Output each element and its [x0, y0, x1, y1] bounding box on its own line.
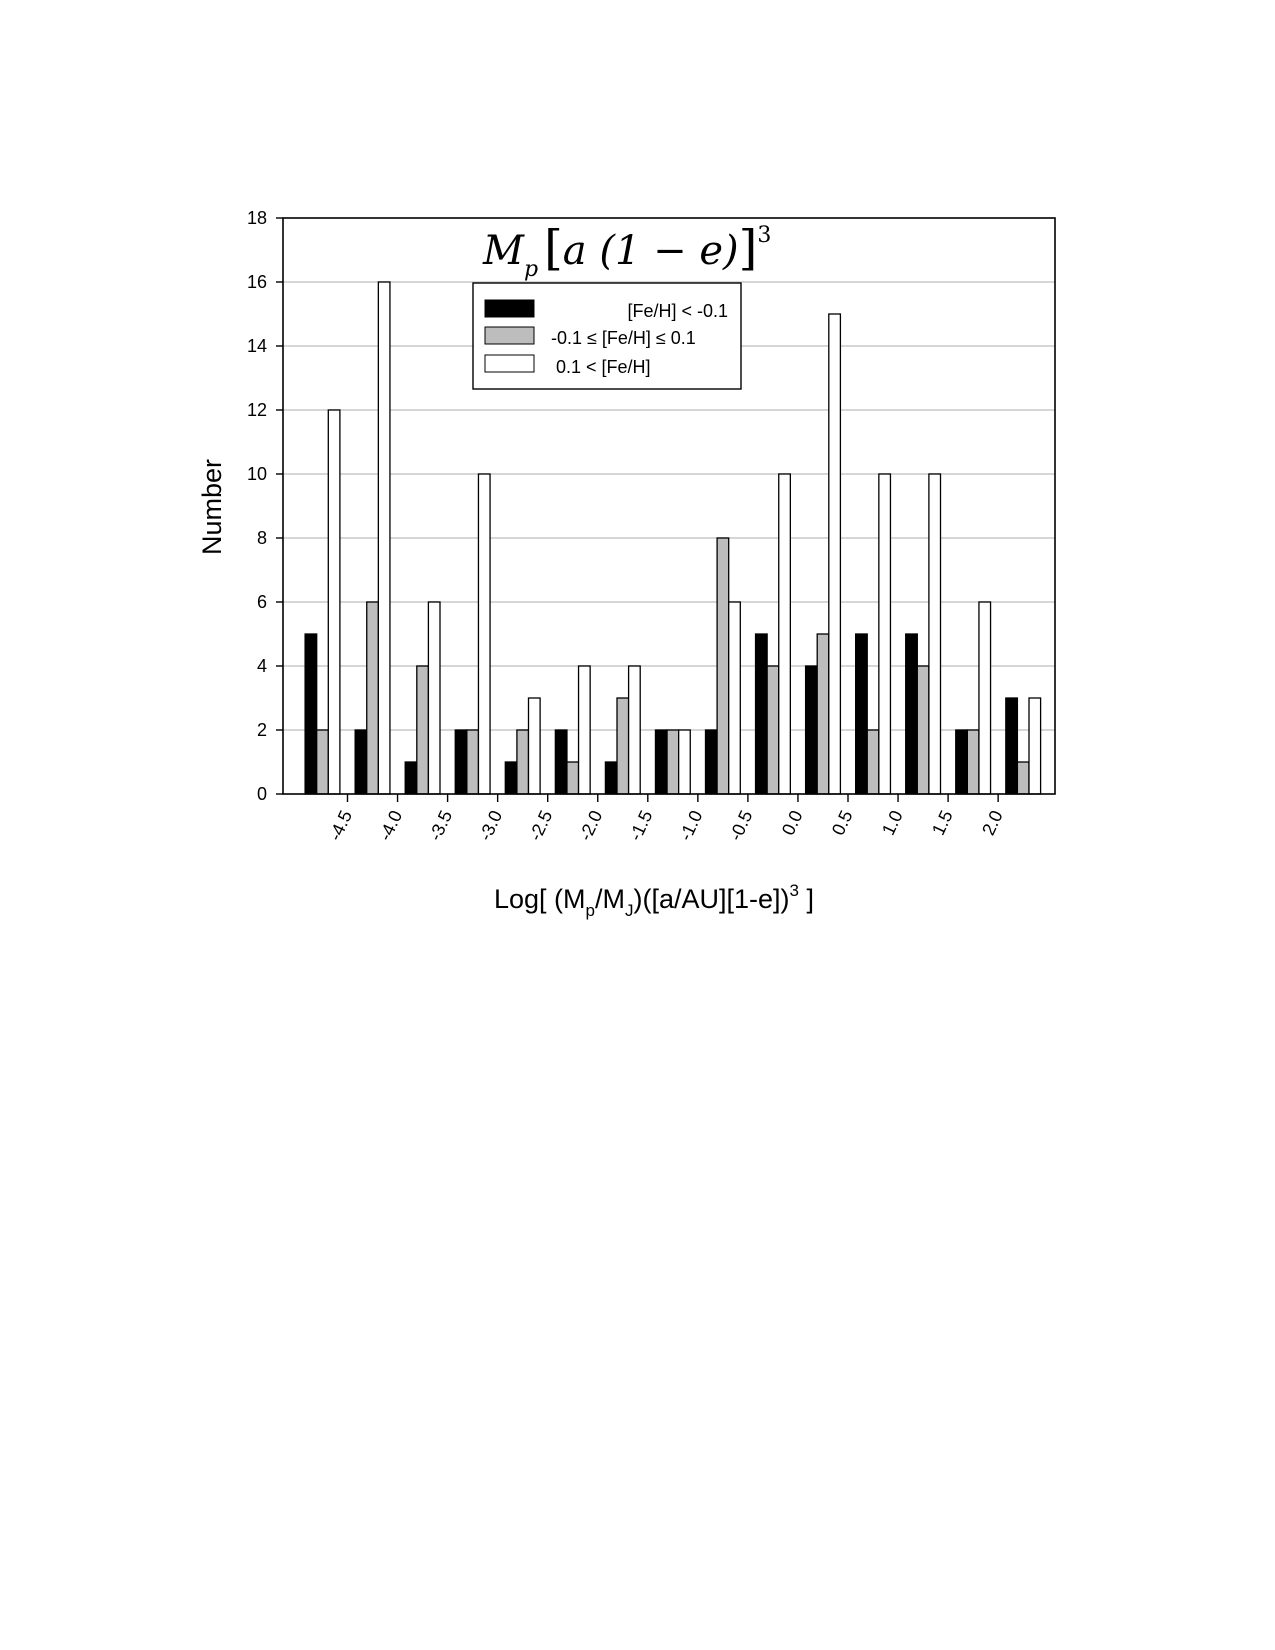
legend-swatch-low — [485, 300, 534, 317]
bar-series-2 — [567, 762, 579, 794]
x-tick-label: -1.0 — [675, 807, 707, 844]
bar-series-3 — [679, 730, 691, 794]
bar-series-2 — [617, 698, 629, 794]
bar-series-1 — [355, 730, 367, 794]
bar-series-3 — [579, 666, 591, 794]
bar-series-3 — [428, 602, 440, 794]
x-axis-label: Log[ $(M_p/M_J)([a/AU][1-e])^3$ ] — [494, 881, 815, 920]
bar-series-1 — [605, 762, 617, 794]
x-tick-label: 2.0 — [978, 807, 1007, 839]
bar-series-2 — [767, 666, 779, 794]
bar-series-2 — [317, 730, 329, 794]
title-close-bracket: ] — [738, 220, 758, 276]
y-tick-label: 12 — [246, 400, 267, 420]
bar-series-3 — [879, 474, 891, 794]
x-tick-label: -3.5 — [424, 807, 457, 844]
x-tick-label: -4.0 — [374, 807, 407, 844]
bar-series-2 — [717, 538, 729, 794]
bar-series-2 — [667, 730, 679, 794]
x-axis — [325, 794, 1007, 844]
bar-series-1 — [756, 634, 768, 794]
x-tick-label: 0.5 — [827, 807, 857, 839]
title-open-bracket: [ — [544, 220, 563, 276]
bar-series-2 — [1017, 762, 1029, 794]
bar-series-1 — [906, 634, 918, 794]
bar-series-3 — [629, 666, 641, 794]
bar-series-3 — [929, 474, 941, 794]
bar-series-1 — [956, 730, 968, 794]
legend-label-mid: -0.1 ≤ [Fe/H] ≤ 0.1 — [551, 328, 696, 348]
title-exp: 3 — [757, 223, 772, 248]
bar-series-1 — [455, 730, 467, 794]
bar-series-1 — [856, 634, 868, 794]
bar-series-1 — [655, 730, 667, 794]
y-tick-label: 0 — [256, 784, 267, 804]
bar-series-1 — [806, 666, 818, 794]
bar-series-2 — [817, 634, 829, 794]
x-tick-label: -1.5 — [625, 807, 657, 844]
legend-swatch-mid — [485, 327, 534, 344]
legend — [473, 283, 741, 389]
bar-series-1 — [555, 730, 567, 794]
y-tick-label: 18 — [246, 208, 267, 228]
bar-series-3 — [1029, 698, 1041, 794]
bar-series-1 — [505, 762, 517, 794]
legend-label-high: 0.1 < [Fe/H] — [556, 357, 651, 377]
y-tick-label: 16 — [246, 272, 267, 292]
bar-series-1 — [305, 634, 317, 794]
x-tick-label: -3.0 — [475, 807, 507, 844]
bar-series-3 — [729, 602, 741, 794]
bar-series-3 — [328, 410, 340, 794]
y-tick-label: 6 — [256, 592, 267, 612]
bar-series-1 — [405, 762, 417, 794]
x-tick-label: -2.5 — [525, 807, 557, 844]
y-tick-label: 2 — [256, 720, 267, 740]
bar-series-3 — [829, 314, 841, 794]
title-sub: p — [523, 257, 539, 282]
title-m: M — [483, 228, 524, 274]
bar-series-1 — [1006, 698, 1018, 794]
legend-label-low: [Fe/H] < -0.1 — [627, 301, 728, 321]
x-tick-label: -2.0 — [575, 807, 607, 844]
title-body: a (1 − e) — [562, 228, 739, 274]
y-tick-label: 14 — [246, 336, 267, 356]
bar-series-2 — [917, 666, 929, 794]
bar-series-2 — [467, 730, 479, 794]
x-tick-label: 0.0 — [777, 807, 807, 839]
y-tick-label: 4 — [256, 656, 267, 676]
bar-series-2 — [967, 730, 979, 794]
bar-series-3 — [979, 602, 991, 794]
y-axis — [247, 208, 283, 804]
y-tick-label: 8 — [256, 528, 267, 548]
y-tick-label: 10 — [246, 464, 267, 484]
bar-series-2 — [367, 602, 379, 794]
bar-series-3 — [378, 282, 390, 794]
bar-series-3 — [779, 474, 791, 794]
x-tick-label: -0.5 — [725, 807, 757, 844]
bar-series-2 — [517, 730, 529, 794]
x-tick-label: -4.5 — [324, 807, 357, 844]
x-tick-label: 1.5 — [928, 807, 957, 839]
bar-series-3 — [529, 698, 541, 794]
y-axis-label: Number — [197, 458, 227, 556]
bar-series-2 — [417, 666, 429, 794]
legend-swatch-high — [485, 355, 534, 372]
x-tick-label: 1.0 — [877, 807, 907, 839]
bar-series-3 — [478, 474, 490, 794]
bar-series-2 — [867, 730, 879, 794]
bar-series-1 — [706, 730, 718, 794]
chart-title — [482, 220, 771, 282]
